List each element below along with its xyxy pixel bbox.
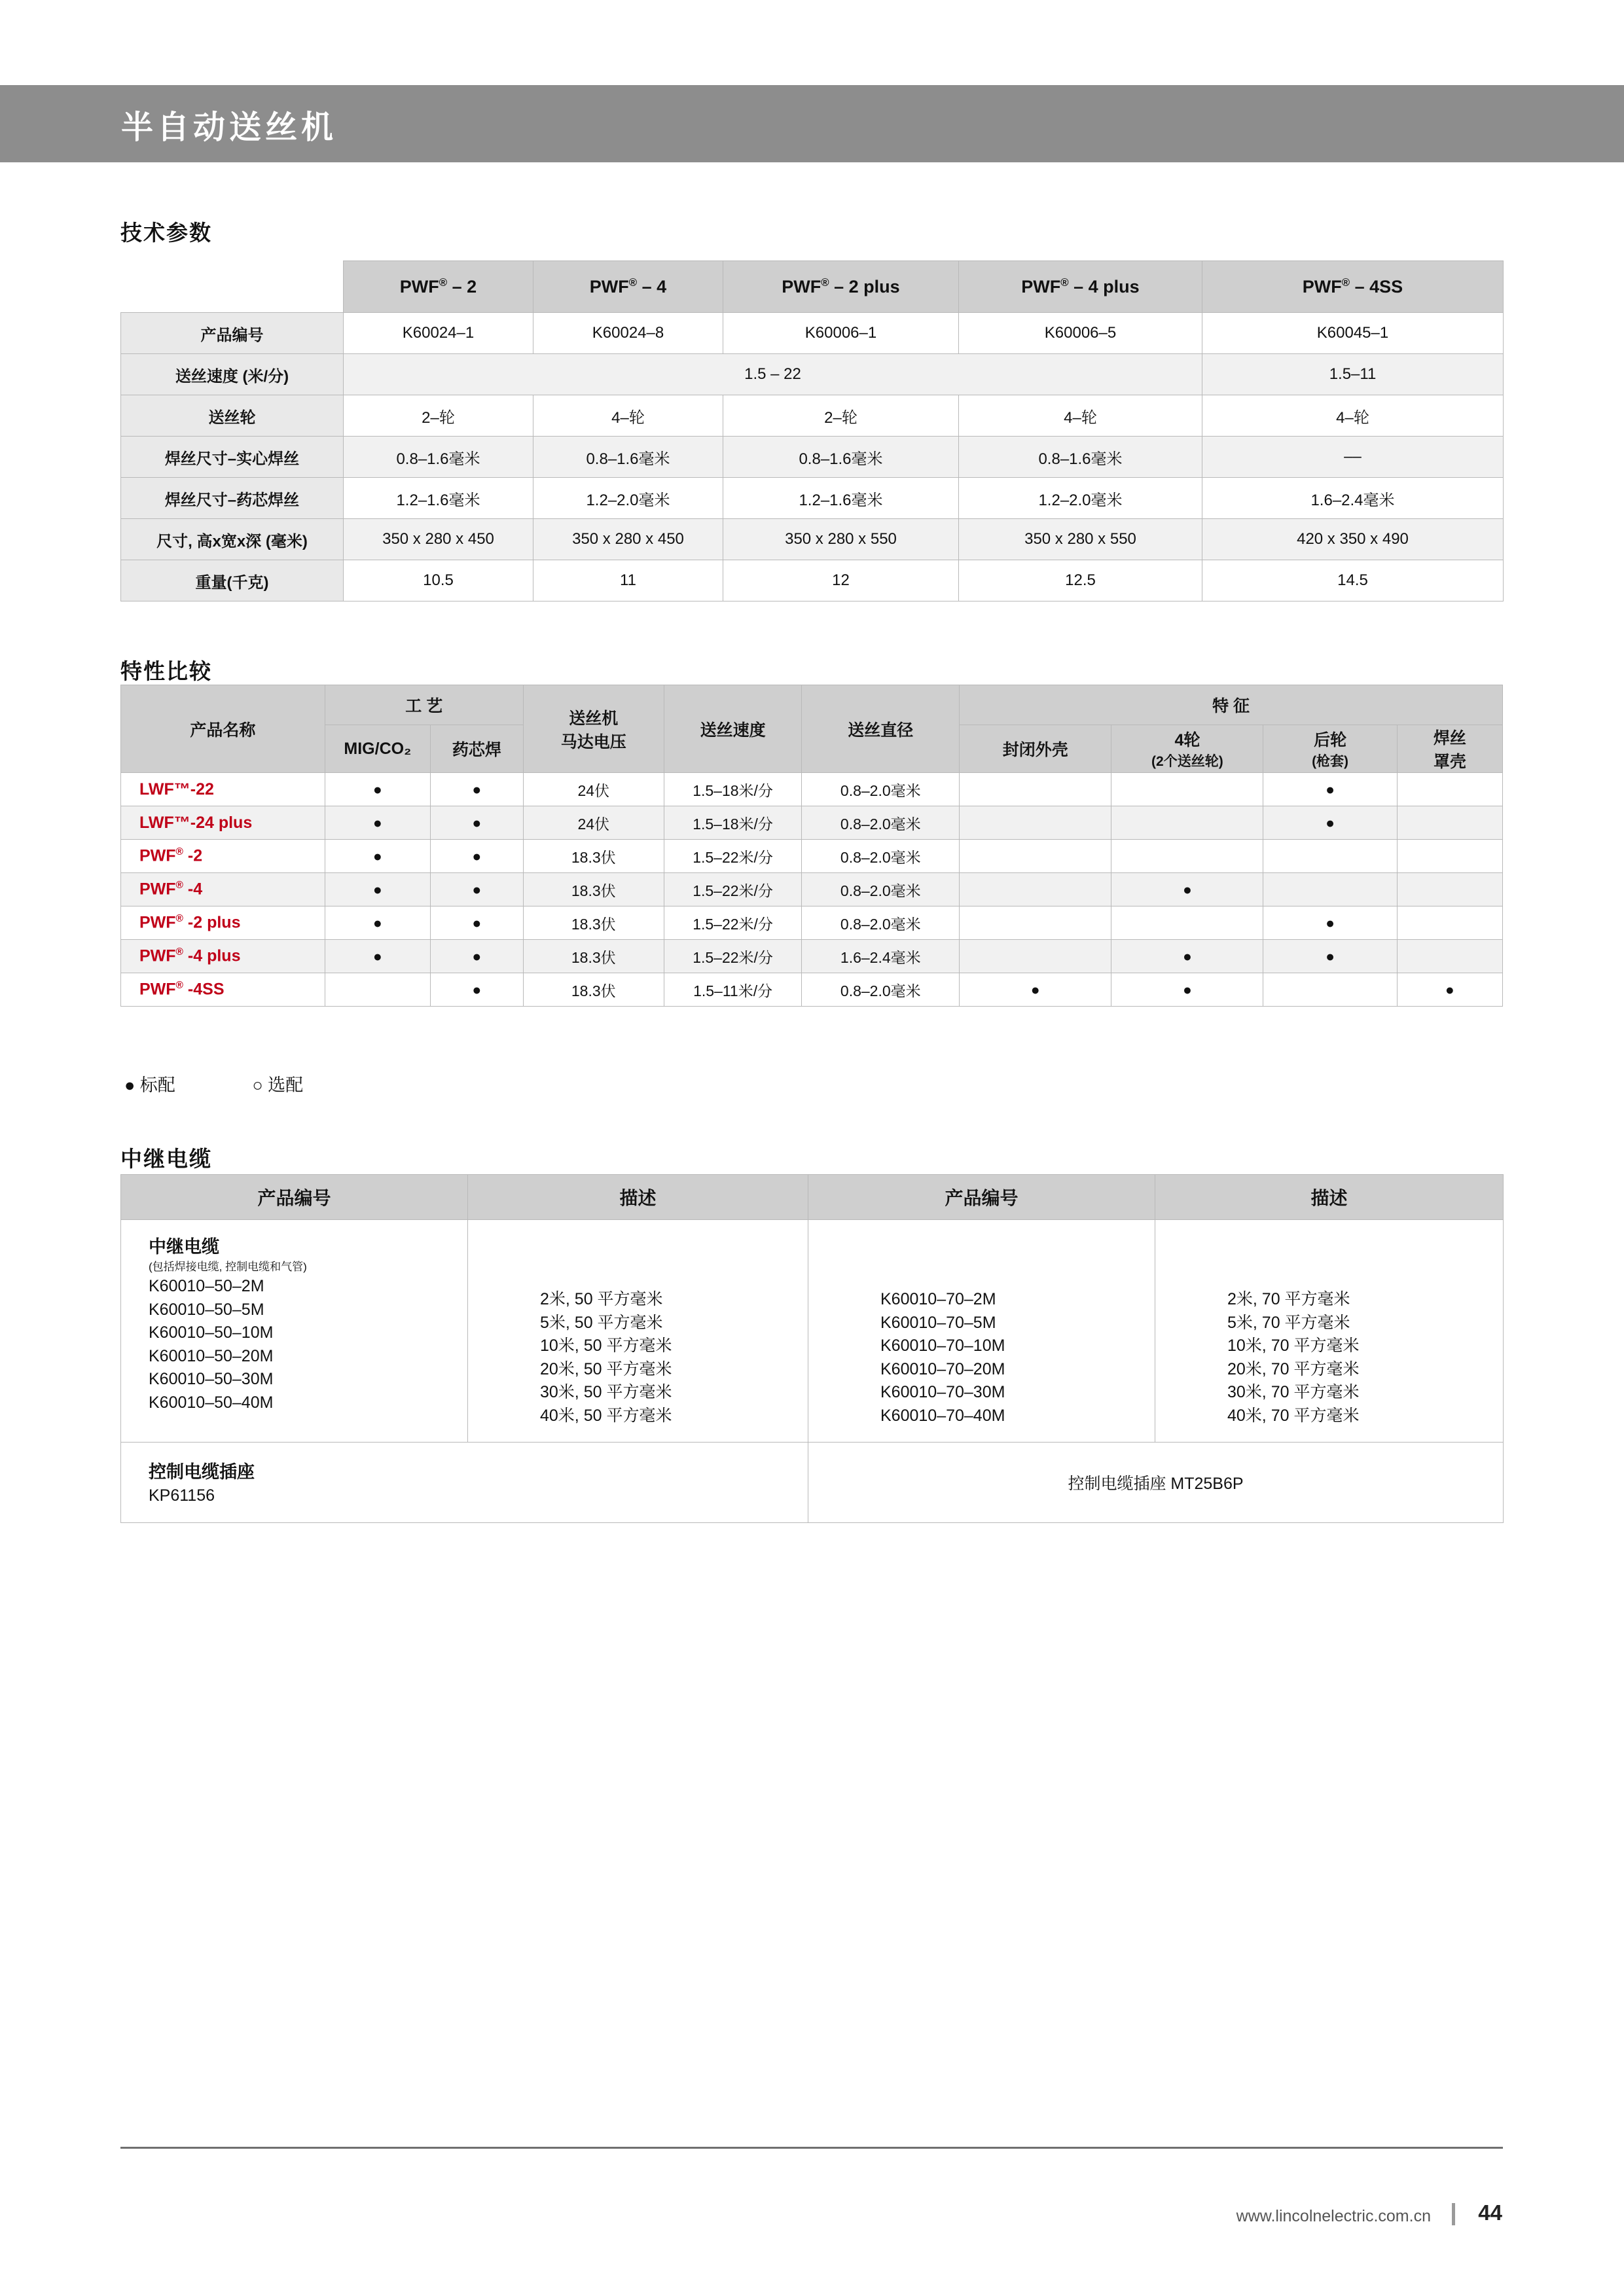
cell-f3: ● bbox=[1263, 940, 1397, 973]
desc-item: 5米, 70 平方毫米 bbox=[1227, 1313, 1350, 1332]
table-row bbox=[121, 560, 1504, 601]
cell-codes-left bbox=[121, 1220, 468, 1443]
cell: 350 x 280 x 550 bbox=[959, 519, 1202, 560]
desc-item: 30米, 70 平方毫米 bbox=[1227, 1383, 1360, 1401]
socket-code: KP61156 bbox=[149, 1486, 215, 1505]
cell-f4 bbox=[1397, 906, 1502, 940]
header-line-2: 马达电压 bbox=[560, 732, 626, 751]
row-label: 尺寸, 高x宽x深 (毫米) bbox=[121, 519, 344, 560]
cell-f3: ● bbox=[1263, 806, 1397, 840]
table-row bbox=[121, 806, 1503, 840]
table-row bbox=[121, 1443, 1504, 1523]
cell-mig: ● bbox=[325, 773, 430, 806]
desc-item: 40米, 70 平方毫米 bbox=[1227, 1406, 1360, 1425]
cell: 1.6–2.4毫米 bbox=[1202, 478, 1504, 519]
cell-f4 bbox=[1397, 840, 1502, 873]
cell-f1 bbox=[960, 940, 1111, 973]
cell-f3 bbox=[1263, 973, 1397, 1007]
cell-dia: 0.8–2.0毫米 bbox=[802, 906, 960, 940]
footer-divider bbox=[120, 2147, 1503, 2149]
table-row bbox=[121, 437, 1504, 478]
cell-flux: ● bbox=[430, 840, 523, 873]
cell-mig: ● bbox=[325, 806, 430, 840]
cell-dia: 0.8–2.0毫米 bbox=[802, 973, 960, 1007]
desc-item: 2米, 50 平方毫米 bbox=[540, 1290, 663, 1308]
header-cell-diameter: 送丝直径 bbox=[802, 685, 960, 773]
cell: 1.2–2.0毫米 bbox=[959, 478, 1202, 519]
legend-standard: ● 标配 bbox=[124, 1075, 175, 1095]
cell-flux: ● bbox=[430, 906, 523, 940]
cell-dia: 1.6–2.4毫米 bbox=[802, 940, 960, 973]
cell-mig: ● bbox=[325, 906, 430, 940]
table-row bbox=[121, 773, 1503, 806]
code-item: K60010–70–40M bbox=[880, 1406, 1005, 1425]
cell-f4 bbox=[1397, 806, 1502, 840]
feature-table-wrapper bbox=[120, 685, 1503, 1007]
code-item: K60010–50–2M bbox=[149, 1277, 264, 1296]
footer-url[interactable]: www.lincolnelectric.com.cn bbox=[1236, 2207, 1431, 2225]
cell-volt: 18.3伏 bbox=[523, 840, 664, 873]
code-item: K60010–70–10M bbox=[880, 1336, 1005, 1355]
cell: 12 bbox=[723, 560, 959, 601]
cell-dia: 0.8–2.0毫米 bbox=[802, 873, 960, 906]
cell-mig: ● bbox=[325, 873, 430, 906]
table-row bbox=[121, 873, 1503, 906]
page-title: 半自动送丝机 bbox=[121, 110, 338, 145]
desc-item: 5米, 50 平方毫米 bbox=[540, 1313, 663, 1332]
cell-f2: ● bbox=[1111, 873, 1263, 906]
cell-mig: ● bbox=[325, 940, 430, 973]
cell-speed: 1.5–22米/分 bbox=[664, 873, 802, 906]
cell: 4–轮 bbox=[1202, 395, 1504, 437]
cell-f3 bbox=[1263, 840, 1397, 873]
cell-volt: 24伏 bbox=[523, 773, 664, 806]
cell: 0.8–1.6毫米 bbox=[959, 437, 1202, 478]
cell-volt: 18.3伏 bbox=[523, 973, 664, 1007]
desc-item: 30米, 50 平方毫米 bbox=[540, 1383, 672, 1401]
header-cell-4roll bbox=[1111, 725, 1263, 773]
section-title-cable: 中继电缆 bbox=[120, 1147, 212, 1171]
row-label: 焊丝尺寸–实心焊丝 bbox=[121, 437, 344, 478]
table-row bbox=[121, 906, 1503, 940]
header-line-1: 送丝机 bbox=[569, 709, 619, 728]
cell-f1: ● bbox=[960, 973, 1111, 1007]
cell: 350 x 280 x 450 bbox=[533, 519, 723, 560]
header-line-1: 焊丝 bbox=[1433, 729, 1466, 747]
table-row bbox=[121, 354, 1504, 395]
cell-f1 bbox=[960, 806, 1111, 840]
header-cell-desc-right: 描述 bbox=[1155, 1175, 1504, 1220]
header-line-2: 罩壳 bbox=[1433, 753, 1466, 771]
header-cell-desc-left: 描述 bbox=[468, 1175, 808, 1220]
cell-volt: 24伏 bbox=[523, 806, 664, 840]
cell: 350 x 280 x 450 bbox=[344, 519, 533, 560]
cell-flux: ● bbox=[430, 873, 523, 906]
cell-socket-code bbox=[121, 1443, 808, 1523]
header-cell-blank bbox=[121, 261, 344, 313]
code-item: K60010–50–40M bbox=[149, 1393, 274, 1412]
cell-flux: ● bbox=[430, 973, 523, 1007]
cell-f2 bbox=[1111, 906, 1263, 940]
cell: 1.2–1.6毫米 bbox=[723, 478, 959, 519]
header-cell-code-right: 产品编号 bbox=[808, 1175, 1155, 1220]
cell-f3: ● bbox=[1263, 906, 1397, 940]
code-item: K60010–50–30M bbox=[149, 1370, 274, 1389]
header-line-1: 后轮 bbox=[1314, 731, 1347, 749]
cell: 1.2–2.0毫米 bbox=[533, 478, 723, 519]
section-title-features: 特性比较 bbox=[120, 659, 212, 683]
cell-flux: ● bbox=[430, 940, 523, 973]
row-label: PWF® -4SS bbox=[121, 973, 325, 1007]
table-row bbox=[121, 395, 1504, 437]
cell-flux: ● bbox=[430, 773, 523, 806]
cell-f4 bbox=[1397, 940, 1502, 973]
cell-mig: ● bbox=[325, 840, 430, 873]
cell-speed: 1.5–22米/分 bbox=[664, 940, 802, 973]
row-label: PWF® -2 plus bbox=[121, 906, 325, 940]
table-row bbox=[121, 519, 1504, 560]
desc-item: 40米, 50 平方毫米 bbox=[540, 1406, 672, 1425]
header-line-2: (枪套) bbox=[1312, 754, 1349, 769]
cable-title: 中继电缆 bbox=[149, 1237, 219, 1257]
cell: K60045–1 bbox=[1202, 313, 1504, 354]
cell-dia: 0.8–2.0毫米 bbox=[802, 773, 960, 806]
cable-subtitle: (包括焊接电缆, 控制电缆和气管) bbox=[149, 1261, 307, 1274]
row-label: PWF® -4 plus bbox=[121, 940, 325, 973]
desc-item: 20米, 70 平方毫米 bbox=[1227, 1359, 1360, 1378]
header-cell-process: 工 艺 bbox=[325, 685, 523, 725]
cell: 14.5 bbox=[1202, 560, 1504, 601]
cell-speed: 1.5–18米/分 bbox=[664, 806, 802, 840]
code-item: K60010–70–5M bbox=[880, 1313, 996, 1332]
row-label: LWF™-22 bbox=[121, 773, 325, 806]
cell-f2: ● bbox=[1111, 940, 1263, 973]
cell: 11 bbox=[533, 560, 723, 601]
cell-content bbox=[1155, 1220, 1503, 1442]
socket-title: 控制电缆插座 bbox=[149, 1462, 255, 1482]
cell-f2 bbox=[1111, 806, 1263, 840]
legend-optional: ○ 选配 bbox=[252, 1075, 304, 1095]
header-cell-code-left: 产品编号 bbox=[121, 1175, 468, 1220]
cell-content bbox=[121, 1443, 808, 1522]
cell: 2–轮 bbox=[344, 395, 533, 437]
header-cell-pwf4: PWF® – 4 bbox=[533, 261, 723, 313]
table-row bbox=[121, 973, 1503, 1007]
cell: K60006–5 bbox=[959, 313, 1202, 354]
header-line-2: (2个送丝轮) bbox=[1151, 754, 1223, 769]
cell: K60024–8 bbox=[533, 313, 723, 354]
cell: 12.5 bbox=[959, 560, 1202, 601]
header-cell-motor-voltage bbox=[523, 685, 664, 773]
cell-desc-left bbox=[468, 1220, 808, 1443]
cell-speed: 1.5–11米/分 bbox=[664, 973, 802, 1007]
row-label: LWF™-24 plus bbox=[121, 806, 325, 840]
row-label: 重量(千克) bbox=[121, 560, 344, 601]
cell-content: 控制电缆插座 MT25B6P bbox=[1068, 1475, 1244, 1493]
cell-dia: 0.8–2.0毫米 bbox=[802, 806, 960, 840]
cell-volt: 18.3伏 bbox=[523, 873, 664, 906]
cell-f3: ● bbox=[1263, 773, 1397, 806]
code-item: K60010–70–20M bbox=[880, 1359, 1005, 1378]
row-label: 产品编号 bbox=[121, 313, 344, 354]
feature-table bbox=[120, 685, 1503, 1007]
cable-table-wrapper bbox=[120, 1174, 1503, 1523]
header-cell-pwf2plus: PWF® – 2 plus bbox=[723, 261, 959, 313]
table-row bbox=[121, 478, 1504, 519]
cell-merged-speed: 1.5 – 22 bbox=[344, 354, 1202, 395]
cell-content bbox=[468, 1220, 808, 1442]
row-label: PWF® -2 bbox=[121, 840, 325, 873]
page-number: 44 bbox=[1478, 2200, 1502, 2225]
code-item: K60010–70–30M bbox=[880, 1383, 1005, 1401]
cell-speed: 1.5–18米/分 bbox=[664, 773, 802, 806]
cell: 10.5 bbox=[344, 560, 533, 601]
header-cell-pwf2: PWF® – 2 bbox=[344, 261, 533, 313]
desc-item: 20米, 50 平方毫米 bbox=[540, 1359, 672, 1378]
cell-codes-right bbox=[808, 1220, 1155, 1443]
spec-table bbox=[120, 260, 1504, 601]
table-row bbox=[121, 940, 1503, 973]
code-item: K60010–50–5M bbox=[149, 1300, 264, 1319]
row-label: PWF® -4 bbox=[121, 873, 325, 906]
cell-content bbox=[121, 1220, 467, 1429]
cell-f4 bbox=[1397, 873, 1502, 906]
cell-speed: 1.5–22米/分 bbox=[664, 906, 802, 940]
cell-socket-desc bbox=[808, 1443, 1504, 1523]
cell-f2 bbox=[1111, 773, 1263, 806]
footer-separator bbox=[1452, 2203, 1455, 2225]
cell: 0.8–1.6毫米 bbox=[533, 437, 723, 478]
header-cell-speed: 送丝速度 bbox=[664, 685, 802, 773]
cell-f2: ● bbox=[1111, 973, 1263, 1007]
spec-table-wrapper bbox=[120, 260, 1503, 601]
cell: 350 x 280 x 550 bbox=[723, 519, 959, 560]
code-item: K60010–50–10M bbox=[149, 1323, 274, 1342]
cell: 4–轮 bbox=[959, 395, 1202, 437]
code-item: K60010–50–20M bbox=[149, 1346, 274, 1365]
cell-f2 bbox=[1111, 840, 1263, 873]
cell: K60006–1 bbox=[723, 313, 959, 354]
header-cell-wirecover bbox=[1397, 725, 1502, 773]
legend bbox=[124, 1071, 303, 1096]
section-title-spec: 技术参数 bbox=[120, 221, 212, 245]
code-item: K60010–70–2M bbox=[880, 1290, 996, 1308]
header-cell-rearwheel bbox=[1263, 725, 1397, 773]
header-cell-enclosed: 封闭外壳 bbox=[960, 725, 1111, 773]
row-label: 焊丝尺寸–药芯焊丝 bbox=[121, 478, 344, 519]
cell: 420 x 350 x 490 bbox=[1202, 519, 1504, 560]
cell-desc-right bbox=[1155, 1220, 1504, 1443]
desc-item: 10米, 70 平方毫米 bbox=[1227, 1336, 1360, 1355]
cell: 4–轮 bbox=[533, 395, 723, 437]
cell-volt: 18.3伏 bbox=[523, 940, 664, 973]
table-header-row bbox=[121, 261, 1504, 313]
cell-f4: ● bbox=[1397, 973, 1502, 1007]
cell: 1.2–1.6毫米 bbox=[344, 478, 533, 519]
cell: K60024–1 bbox=[344, 313, 533, 354]
cell: 0.8–1.6毫米 bbox=[344, 437, 533, 478]
header-cell-pwf4ss: PWF® – 4SS bbox=[1202, 261, 1504, 313]
cell-flux: ● bbox=[430, 806, 523, 840]
header-cell-product: 产品名称 bbox=[121, 685, 325, 773]
header-cell-mig: MIG/CO₂ bbox=[325, 725, 430, 773]
row-label: 送丝速度 (米/分) bbox=[121, 354, 344, 395]
header-cell-pwf4plus: PWF® – 4 plus bbox=[959, 261, 1202, 313]
header-cell-features: 特 征 bbox=[960, 685, 1503, 725]
header-line-1: 4轮 bbox=[1174, 731, 1200, 749]
cell-f1 bbox=[960, 773, 1111, 806]
table-header-row bbox=[121, 685, 1503, 725]
desc-item: 2米, 70 平方毫米 bbox=[1227, 1290, 1350, 1308]
row-label: 送丝轮 bbox=[121, 395, 344, 437]
cell-speed: 1.5–22米/分 bbox=[664, 840, 802, 873]
cell-dia: 0.8–2.0毫米 bbox=[802, 840, 960, 873]
cell-volt: 18.3伏 bbox=[523, 906, 664, 940]
desc-item: 10米, 50 平方毫米 bbox=[540, 1336, 672, 1355]
cell: 0.8–1.6毫米 bbox=[723, 437, 959, 478]
cell-f3 bbox=[1263, 873, 1397, 906]
cell-f4 bbox=[1397, 773, 1502, 806]
header-cell-flux: 药芯焊 bbox=[430, 725, 523, 773]
cell: 1.5–11 bbox=[1202, 354, 1504, 395]
table-row bbox=[121, 1220, 1504, 1443]
cell-f1 bbox=[960, 873, 1111, 906]
cell-mig bbox=[325, 973, 430, 1007]
cell: –– bbox=[1202, 437, 1504, 478]
cell-f1 bbox=[960, 906, 1111, 940]
cell-f1 bbox=[960, 840, 1111, 873]
cable-table bbox=[120, 1174, 1504, 1523]
table-header-row bbox=[121, 1175, 1504, 1220]
table-row bbox=[121, 313, 1504, 354]
table-row bbox=[121, 840, 1503, 873]
cell-content bbox=[808, 1220, 1155, 1442]
cell: 2–轮 bbox=[723, 395, 959, 437]
